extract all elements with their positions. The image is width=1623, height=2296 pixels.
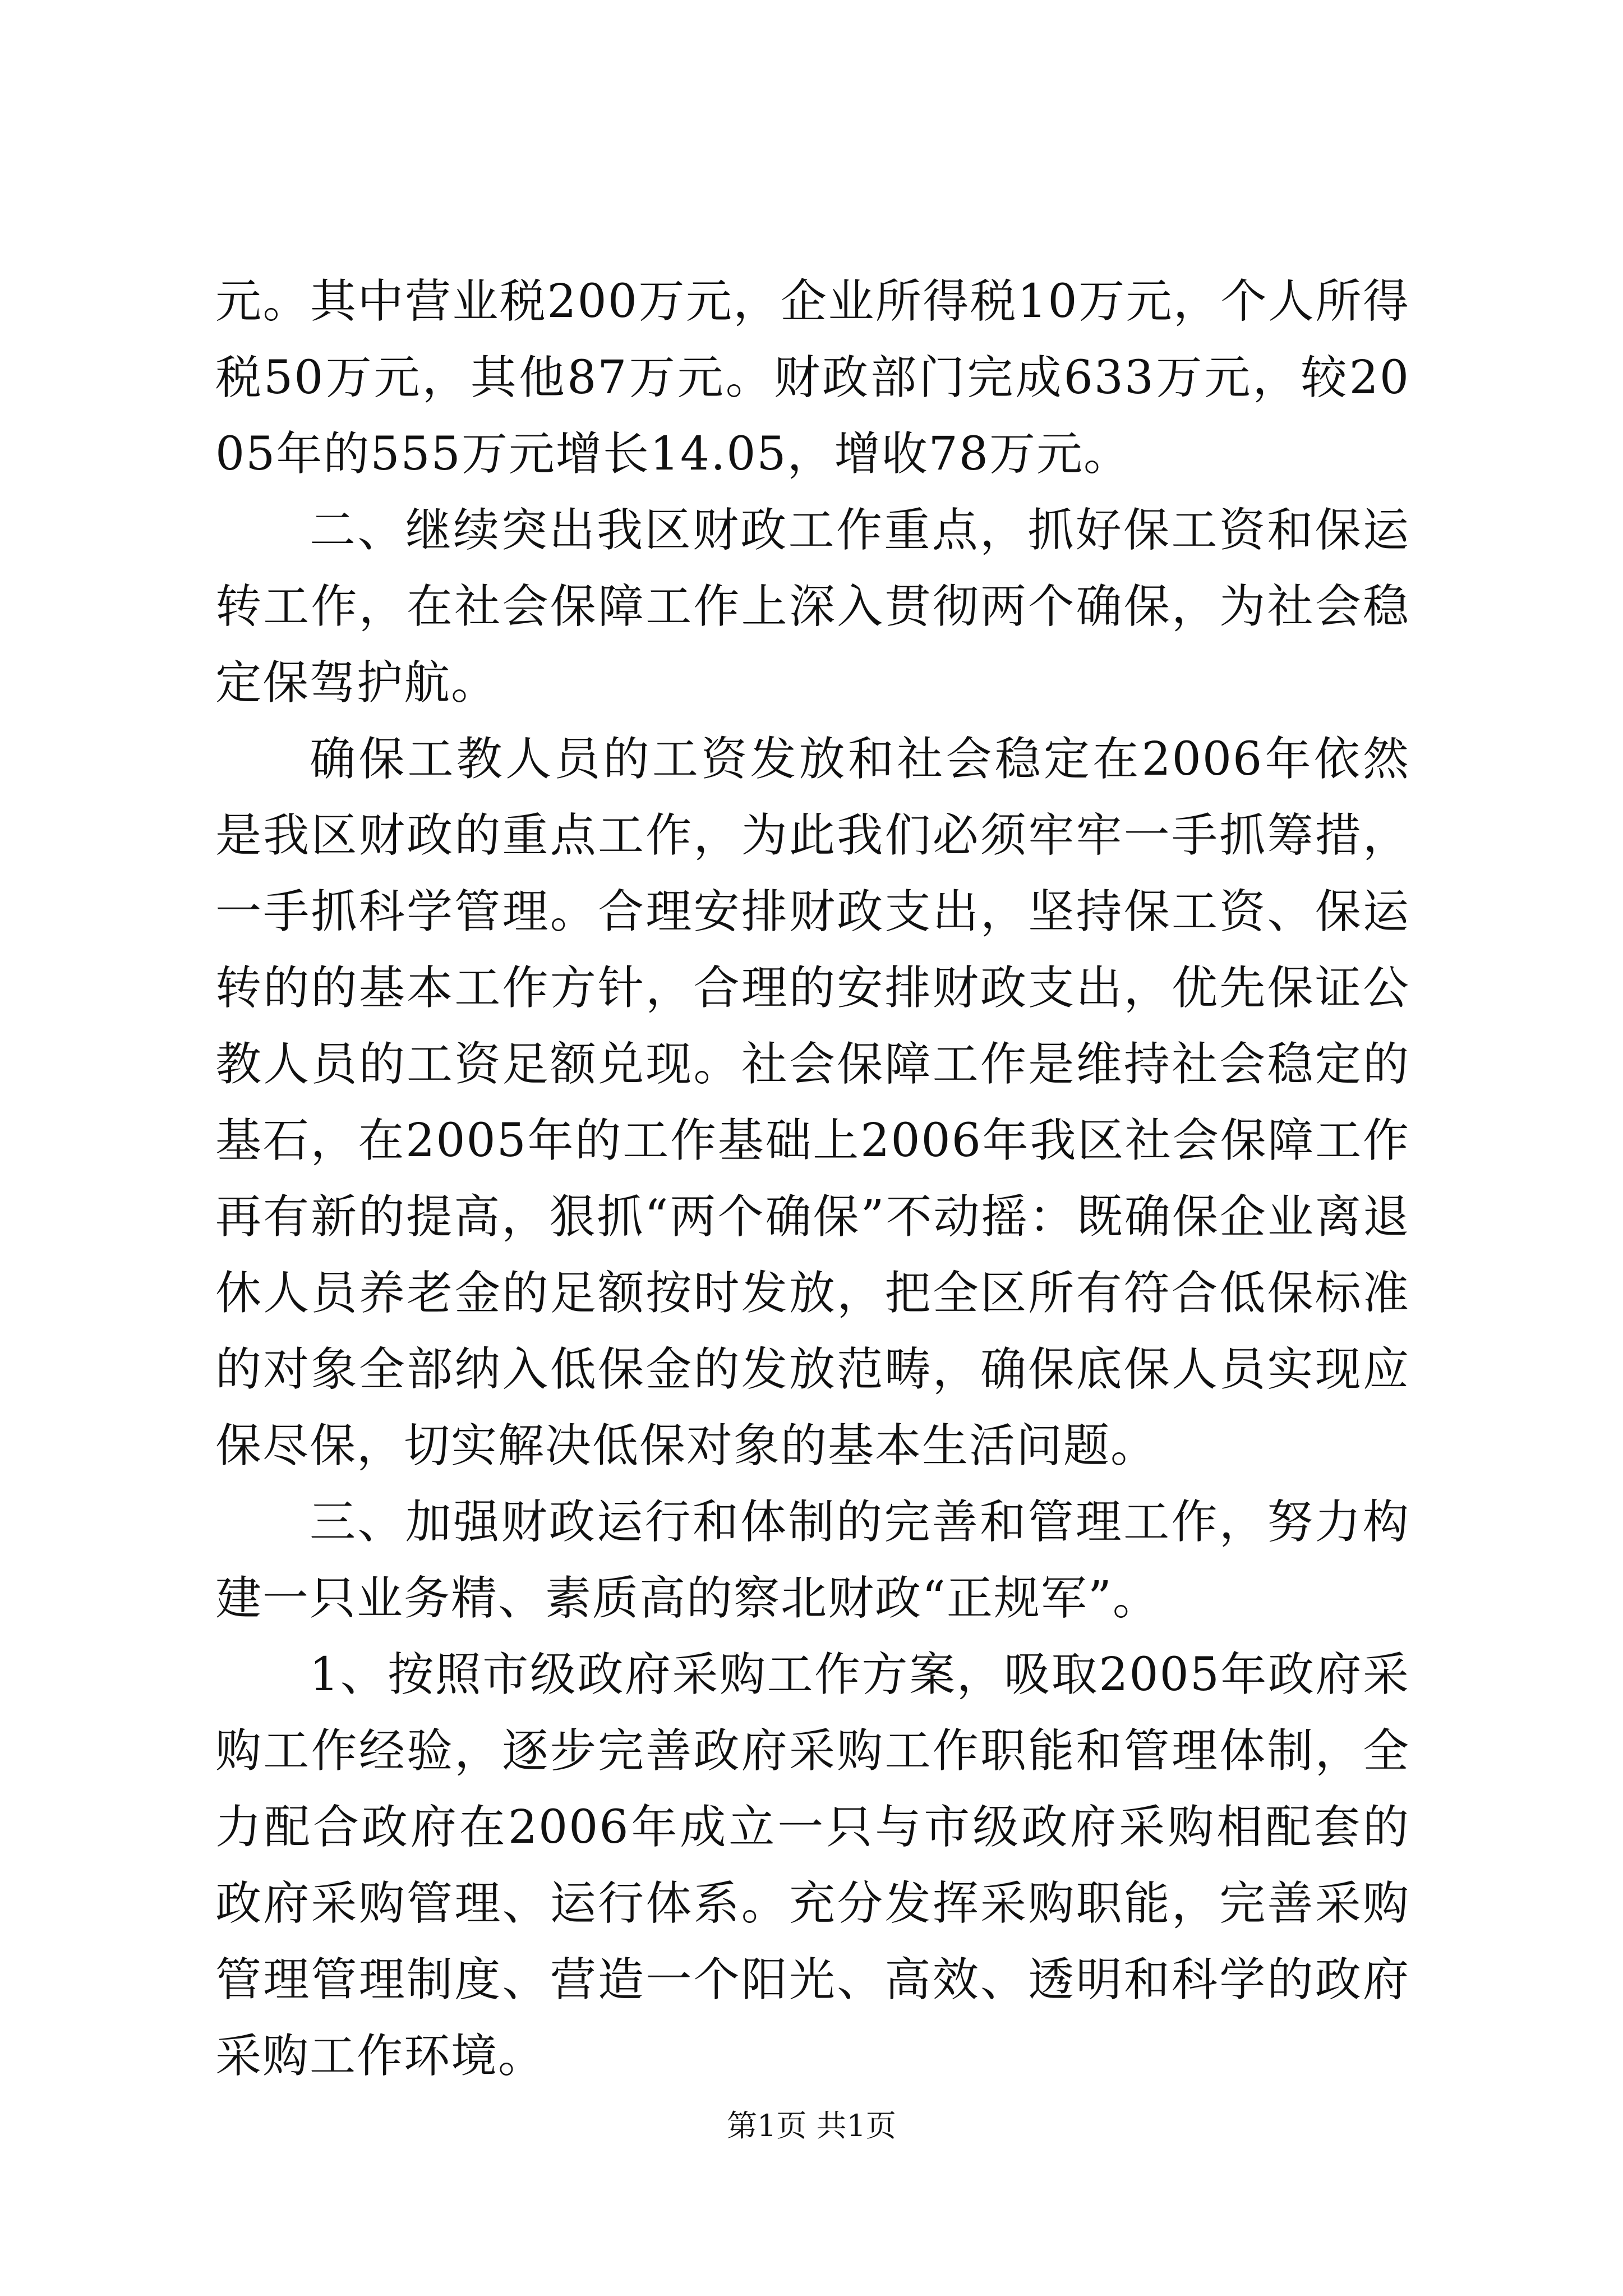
paragraph-procurement: 1、按照市级政府采购工作方案，吸取2005年政府采购工作经验，逐步完善政府采购工作职能和管理体制，全力配合政府在2006年成立一只与市级政府采购相配套的政府采购管理、运行体系。充分发挥采购职能，完善采购管理管理制度、营造一个阳光、高效、透明和科学的政府采购工作环境。	[215, 1648, 1410, 2083]
paragraph-section-two-heading: 二、继续突出我区财政工作重点，抓好保工资和保运转工作，在社会保障工作上深入贯彻两个确保，为社会稳定保驾护航。	[215, 504, 1410, 710]
paragraph-social-security: 确保工教人员的工资发放和社会稳定在2006年依然是我区财政的重点工作，为此我们必须牢牢一手抓筹措，一手抓科学管理。合理安排财政支出，坚持保工资、保运转的的基本工作方针，合理的安排财政支出，优先保证公教人员的工资足额兑现。社会保障工作是维持社会稳定的基石，在2005年的工作基础上2006年我区社会保障工作再有新的提高，狠抓“两个确保”不动摇：既确保企业离退休人员养老金的足额按时发放，把全区所有符合低保标准的对象全部纳入低保金的发放范畴，确保底保人员实现应保尽保，切实解决低保对象的基本生活问题。	[215, 733, 1410, 1473]
document-body	[215, 264, 1410, 2095]
paragraph-section-three-heading: 三、加强财政运行和体制的完善和管理工作，努力构建一只业务精、素质高的察北财政“正规军”。	[215, 1496, 1410, 1625]
paragraph-continuation: 元。其中营业税200万元，企业所得税10万元，个人所得税50万元，其他87万元。财政部门完成633万元，较2005年的555万元增长14.05，增收78万元。	[215, 275, 1410, 481]
page-footer: 第1页 共1页	[727, 2108, 896, 2143]
